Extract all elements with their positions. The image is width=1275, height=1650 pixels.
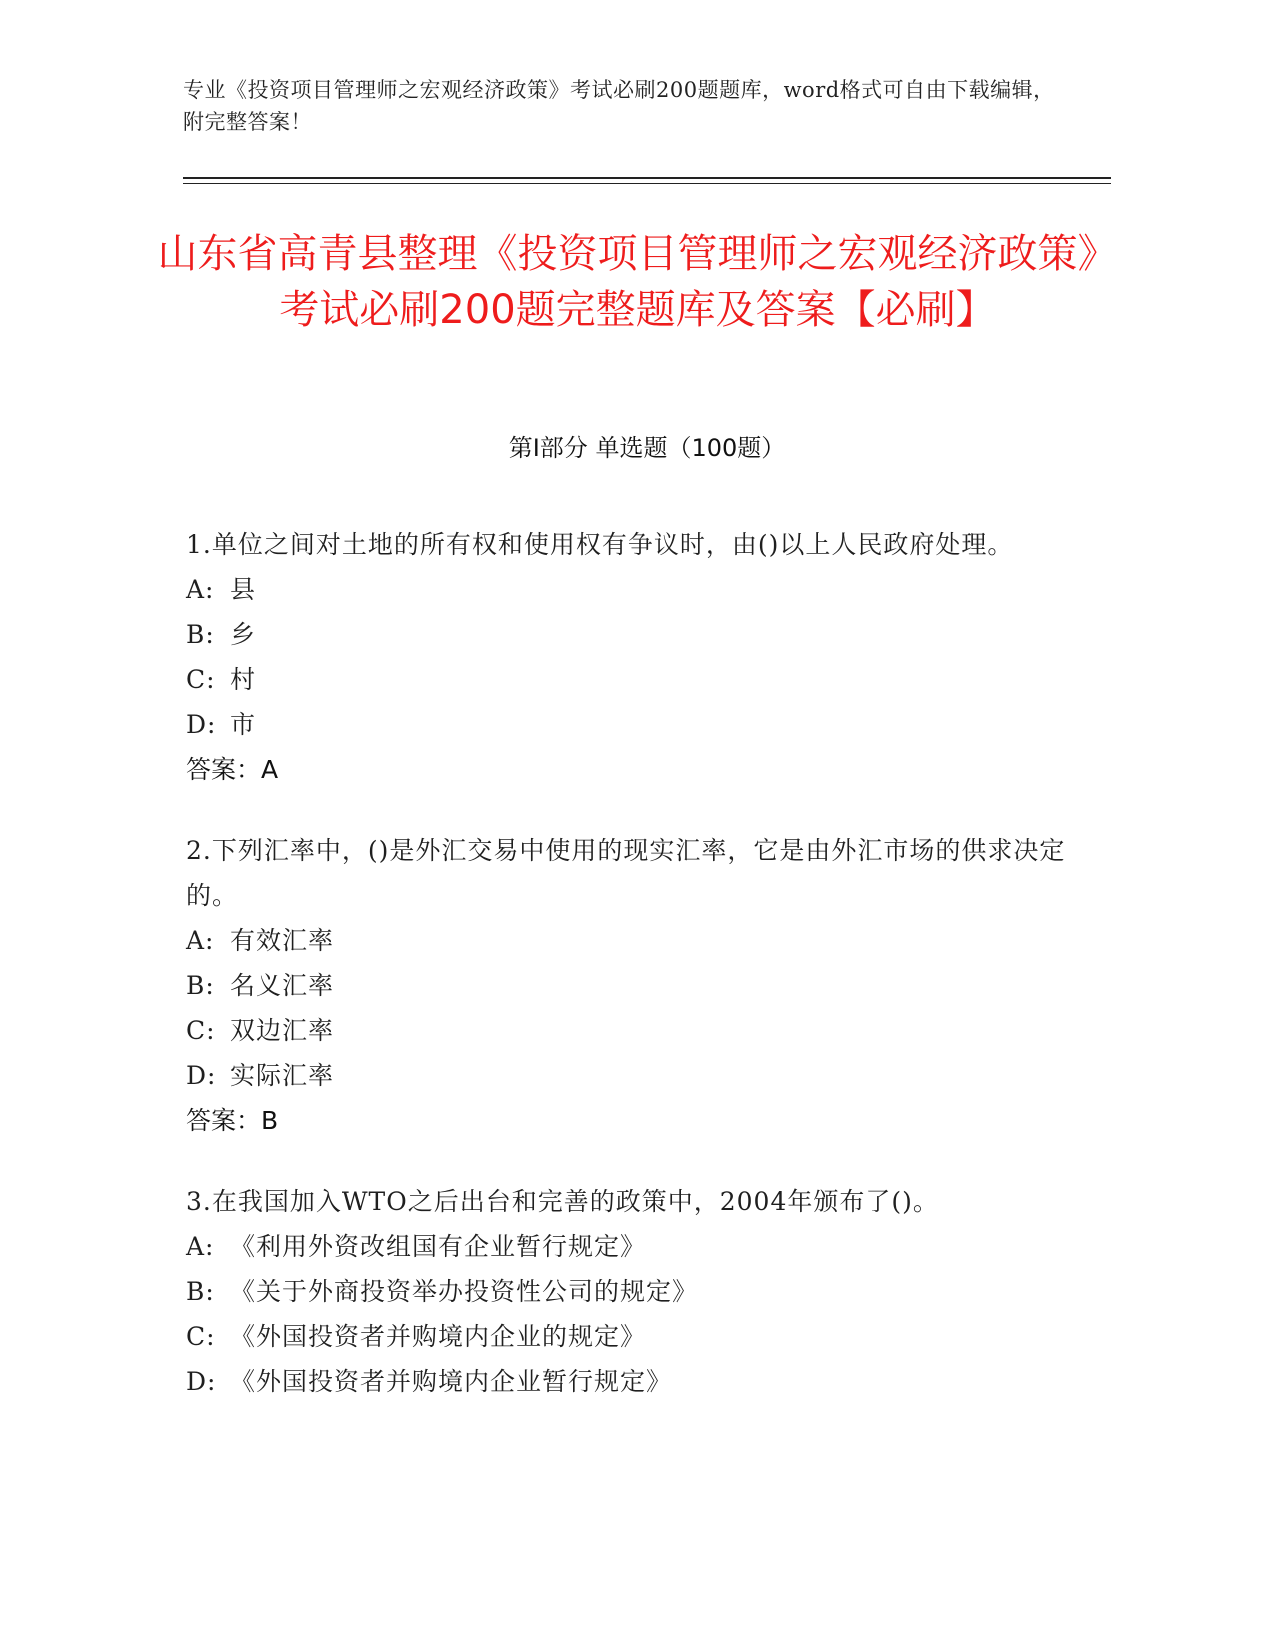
option-letter: D: (186, 710, 217, 739)
question-stem: 2.下列汇率中，()是外汇交易中使用的现实汇率，它是由外汇市场的供求决定的。 (186, 836, 1066, 910)
option-text: 双边汇率 (230, 1016, 335, 1045)
option-letter: D: (186, 1061, 217, 1090)
question-3 (186, 1179, 1066, 1404)
option-letter: C: (186, 1322, 216, 1351)
option-letter: B: (186, 620, 215, 649)
option-text: 《关于外商投资举办投资性公司的规定》 (230, 1277, 699, 1306)
option-b (186, 963, 1066, 1008)
question-stem: 1.单位之间对土地的所有权和使用权有争议时，由()以上人民政府处理。 (186, 530, 1014, 559)
question-stem: 3.在我国加入WTO之后出台和完善的政策中，2004年颁布了()。 (186, 1187, 939, 1216)
option-letter: B: (186, 971, 215, 1000)
answer-line: 答案：A (186, 755, 279, 784)
option-text: 乡 (230, 620, 257, 649)
option-letter: A: (186, 575, 215, 604)
question-1 (186, 522, 1066, 792)
option-letter: B: (186, 1277, 215, 1306)
option-d (186, 1359, 1066, 1404)
option-text: 有效汇率 (230, 926, 335, 955)
option-letter: A: (186, 1232, 215, 1261)
option-c (186, 657, 1066, 702)
option-d (186, 1053, 1066, 1098)
option-a (186, 1224, 1066, 1269)
option-letter: C: (186, 1016, 216, 1045)
option-c (186, 1314, 1066, 1359)
answer-line: 答案：B (186, 1106, 279, 1135)
option-letter: A: (186, 926, 215, 955)
question-list (186, 522, 1066, 1440)
option-a (186, 567, 1066, 612)
header-rule-thick (183, 177, 1111, 179)
option-d (186, 702, 1066, 747)
option-b (186, 1269, 1066, 1314)
header-note: 专业《投资项目管理师之宏观经济政策》考试必刷200题题库，word格式可自由下载编辑，附完整答案！ (183, 78, 1055, 134)
option-b (186, 612, 1066, 657)
option-text: 村 (230, 665, 257, 694)
document-title: 山东省高青县整理《投资项目管理师之宏观经济政策》考试必刷200题完整题库及答案【必刷】 (157, 231, 1118, 333)
option-text: 《外国投资者并购境内企业的规定》 (230, 1322, 647, 1351)
option-text: 市 (230, 710, 257, 739)
option-c (186, 1008, 1066, 1053)
option-text: 县 (230, 575, 257, 604)
option-text: 《外国投资者并购境内企业暂行规定》 (230, 1367, 673, 1396)
header-rule-thin (183, 183, 1111, 184)
option-text: 名义汇率 (230, 971, 335, 1000)
option-text: 《利用外资改组国有企业暂行规定》 (230, 1232, 647, 1261)
option-letter: C: (186, 665, 216, 694)
option-a (186, 918, 1066, 963)
question-2 (186, 828, 1066, 1143)
option-letter: D: (186, 1367, 217, 1396)
option-text: 实际汇率 (230, 1061, 335, 1090)
section-heading: 第I部分 单选题（100题） (508, 434, 786, 462)
